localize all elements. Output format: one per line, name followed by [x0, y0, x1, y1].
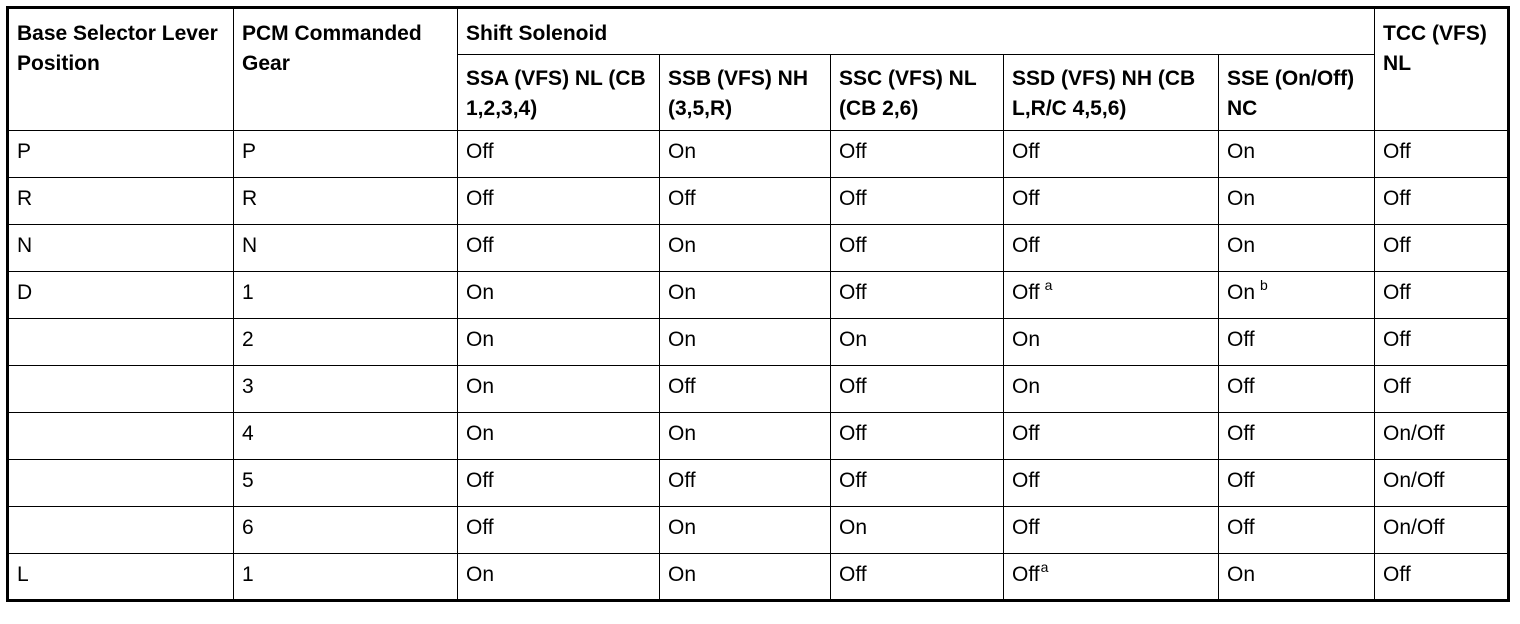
sse-value: Off	[1227, 469, 1255, 492]
header-ssa: SSA (VFS) NL (CB 1,2,3,4)	[458, 55, 660, 131]
ssd-value: Off	[1012, 469, 1040, 492]
sse-value: On	[1227, 234, 1256, 257]
commanded-gear-cell: 6	[234, 507, 458, 554]
tcc-cell: Off	[1375, 131, 1509, 178]
commanded-gear-cell: 1	[234, 554, 458, 601]
tcc-cell: On/Off	[1375, 507, 1509, 554]
lever-position-cell	[8, 507, 234, 554]
sse-cell	[1219, 178, 1375, 225]
table-row	[8, 554, 1509, 601]
commanded-gear-cell: 5	[234, 460, 458, 507]
ssd-value: Off	[1012, 281, 1040, 304]
commanded-gear-cell: 4	[234, 413, 458, 460]
ssb-cell: On	[660, 225, 831, 272]
footnote-marker: a	[1044, 277, 1053, 293]
tcc-cell: On/Off	[1375, 460, 1509, 507]
ssc-cell: Off	[831, 554, 1004, 601]
ssd-cell	[1004, 131, 1219, 178]
ssc-cell: Off	[831, 366, 1004, 413]
ssd-cell	[1004, 366, 1219, 413]
tcc-cell: On/Off	[1375, 413, 1509, 460]
sse-cell	[1219, 460, 1375, 507]
ssa-cell: Off	[458, 131, 660, 178]
ssb-cell: On	[660, 507, 831, 554]
lever-position-cell	[8, 366, 234, 413]
commanded-gear-cell: N	[234, 225, 458, 272]
ssd-value: Off	[1012, 187, 1040, 210]
ssa-cell: On	[458, 366, 660, 413]
sse-cell	[1219, 319, 1375, 366]
ssb-cell: On	[660, 272, 831, 319]
header-ssb: SSB (VFS) NH (3,5,R)	[660, 55, 831, 131]
header-row-top	[8, 8, 1509, 55]
tcc-cell: Off	[1375, 178, 1509, 225]
lever-position-cell	[8, 460, 234, 507]
ssa-cell: Off	[458, 507, 660, 554]
ssa-cell: On	[458, 413, 660, 460]
header-sse: SSE (On/Off) NC	[1219, 55, 1375, 131]
ssd-value: On	[1012, 375, 1041, 398]
ssc-cell: Off	[831, 178, 1004, 225]
commanded-gear-cell: 1	[234, 272, 458, 319]
ssd-cell	[1004, 507, 1219, 554]
ssd-value: Off	[1012, 234, 1040, 257]
sse-value: On	[1227, 140, 1256, 163]
ssa-cell: Off	[458, 178, 660, 225]
ssb-cell: On	[660, 554, 831, 601]
table-row	[8, 413, 1509, 460]
ssb-cell: On	[660, 131, 831, 178]
lever-position-cell	[8, 413, 234, 460]
lever-position-cell: L	[8, 554, 234, 601]
sse-value: Off	[1227, 328, 1255, 351]
table-row	[8, 225, 1509, 272]
ssd-value: Off	[1012, 422, 1040, 445]
ssd-cell	[1004, 460, 1219, 507]
table-row	[8, 507, 1509, 554]
sse-value: Off	[1227, 422, 1255, 445]
table-row	[8, 366, 1509, 413]
header-tcc: TCC (VFS) NL	[1375, 8, 1509, 131]
ssd-cell	[1004, 225, 1219, 272]
ssc-cell: Off	[831, 460, 1004, 507]
header-pcm-commanded-gear: PCM Commanded Gear	[234, 8, 458, 131]
ssc-cell: Off	[831, 413, 1004, 460]
header-ssc: SSC (VFS) NL (CB 2,6)	[831, 55, 1004, 131]
sse-cell	[1219, 554, 1375, 601]
lever-position-cell: D	[8, 272, 234, 319]
lever-position-cell	[8, 319, 234, 366]
tcc-cell: Off	[1375, 366, 1509, 413]
ssd-value: On	[1012, 328, 1041, 351]
header-ssd: SSD (VFS) NH (CB L,R/C 4,5,6)	[1004, 55, 1219, 131]
ssc-cell: On	[831, 319, 1004, 366]
sse-cell	[1219, 225, 1375, 272]
sse-value: Off	[1227, 375, 1255, 398]
commanded-gear-cell: 2	[234, 319, 458, 366]
ssb-cell: Off	[660, 460, 831, 507]
ssc-cell: On	[831, 507, 1004, 554]
commanded-gear-cell: 3	[234, 366, 458, 413]
table-row	[8, 460, 1509, 507]
tcc-cell: Off	[1375, 225, 1509, 272]
ssd-cell	[1004, 272, 1219, 319]
sse-cell	[1219, 131, 1375, 178]
ssd-cell	[1004, 319, 1219, 366]
ssd-cell	[1004, 413, 1219, 460]
lever-position-cell: P	[8, 131, 234, 178]
sse-cell	[1219, 413, 1375, 460]
sse-cell	[1219, 366, 1375, 413]
ssb-cell: On	[660, 319, 831, 366]
commanded-gear-cell: P	[234, 131, 458, 178]
ssc-cell: Off	[831, 225, 1004, 272]
ssb-cell: Off	[660, 366, 831, 413]
ssa-cell: On	[458, 554, 660, 601]
table-row	[8, 272, 1509, 319]
tcc-cell: Off	[1375, 272, 1509, 319]
table-row	[8, 178, 1509, 225]
footnote-marker: b	[1260, 277, 1268, 293]
table-row	[8, 131, 1509, 178]
ssd-cell	[1004, 178, 1219, 225]
sse-value: On	[1227, 563, 1256, 586]
ssa-cell: On	[458, 319, 660, 366]
lever-position-cell: N	[8, 225, 234, 272]
ssb-cell: On	[660, 413, 831, 460]
header-base-selector-lever-position: Base Selector Lever Position	[8, 8, 234, 131]
ssb-cell: Off	[660, 178, 831, 225]
ssa-cell: Off	[458, 460, 660, 507]
sse-cell	[1219, 507, 1375, 554]
table-row	[8, 319, 1509, 366]
ssd-value: Off	[1012, 516, 1040, 539]
lever-position-cell: R	[8, 178, 234, 225]
ssc-cell: Off	[831, 131, 1004, 178]
ssa-cell: Off	[458, 225, 660, 272]
ssd-value: Off	[1012, 563, 1040, 586]
ssa-cell: On	[458, 272, 660, 319]
sse-value: Off	[1227, 516, 1255, 539]
sse-cell	[1219, 272, 1375, 319]
footnote-marker: a	[1040, 559, 1049, 575]
header-shift-solenoid: Shift Solenoid	[458, 8, 1375, 55]
ssd-value: Off	[1012, 140, 1040, 163]
tcc-cell: Off	[1375, 319, 1509, 366]
ssd-cell	[1004, 554, 1219, 601]
commanded-gear-cell: R	[234, 178, 458, 225]
sse-value: On	[1227, 281, 1256, 304]
tcc-cell: Off	[1375, 554, 1509, 601]
ssc-cell: Off	[831, 272, 1004, 319]
solenoid-application-table	[6, 6, 1510, 602]
sse-value: On	[1227, 187, 1256, 210]
